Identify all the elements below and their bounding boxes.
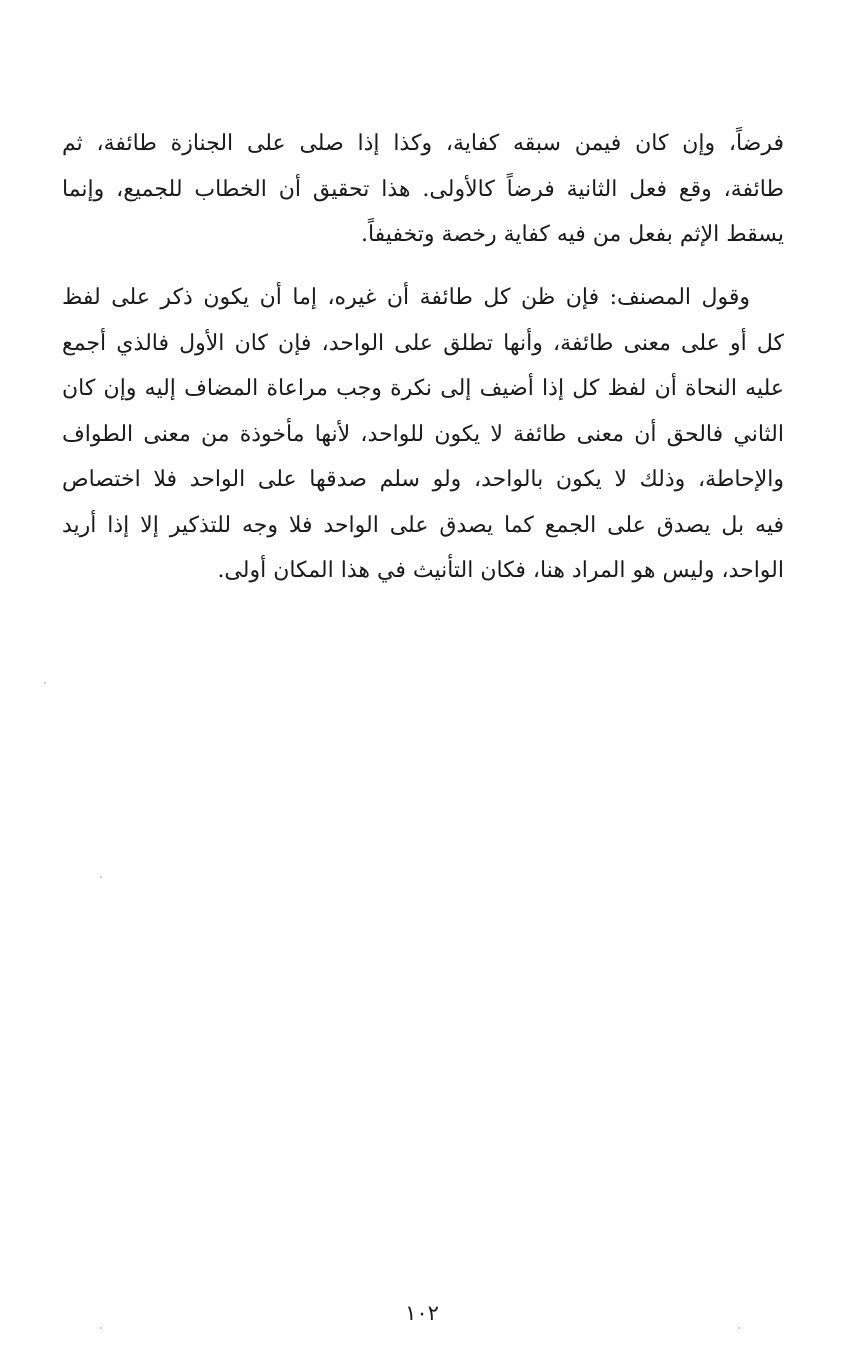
- paragraph-2: [62, 275, 784, 594]
- scan-speck: [100, 1327, 102, 1329]
- text-line: كل أو على معنى طائفة، وأنها تطلق على الواحد، فإن كان الأول فالذي أجمع: [62, 330, 784, 356]
- paragraph-1: [62, 121, 784, 258]
- text-line: فرضاً، وإن كان فيمن سبقه كفاية، وكذا إذا صلى على الجنازة طائفة، ثم: [62, 131, 784, 156]
- text-line: يسقط الإثم بفعل من فيه كفاية رخصة وتخفيفاً.: [360, 222, 784, 247]
- text-line: فيه بل يصدق على الجمع كما يصدق على الواحد فلا وجه للتذكير إلا إذا أريد: [62, 512, 784, 538]
- text-line: عليه النحاة أن لفظ كل إذا أضيف إلى نكرة وجب مراعاة المضاف إليه وإن كان: [62, 376, 784, 401]
- scan-speck: [44, 682, 46, 684]
- scan-speck: [738, 1327, 740, 1329]
- text-line: الثاني فالحق أن معنى طائفة لا يكون للواحد، لأنها مأخوذة من معنى الطواف: [62, 421, 784, 447]
- page-number: ١٠٢: [405, 1301, 439, 1325]
- text-line: طائفة، وقع فعل الثانية فرضاً كالأولى. هذا تحقيق أن الخطاب للجميع، وإنما: [62, 176, 784, 202]
- text-line: وقول المصنف: فإن ظن كل طائفة أن غيره، إما أن يكون ذكر على لفظ: [62, 285, 750, 310]
- text-line: الواحد، وليس هو المراد هنا، فكان التأنيث في هذا المكان أولى.: [217, 558, 784, 583]
- scan-speck: [100, 876, 102, 878]
- text-line: والإحاطة، وذلك لا يكون بالواحد، ولو سلم صدقها على الواحد فلا اختصاص: [62, 467, 784, 492]
